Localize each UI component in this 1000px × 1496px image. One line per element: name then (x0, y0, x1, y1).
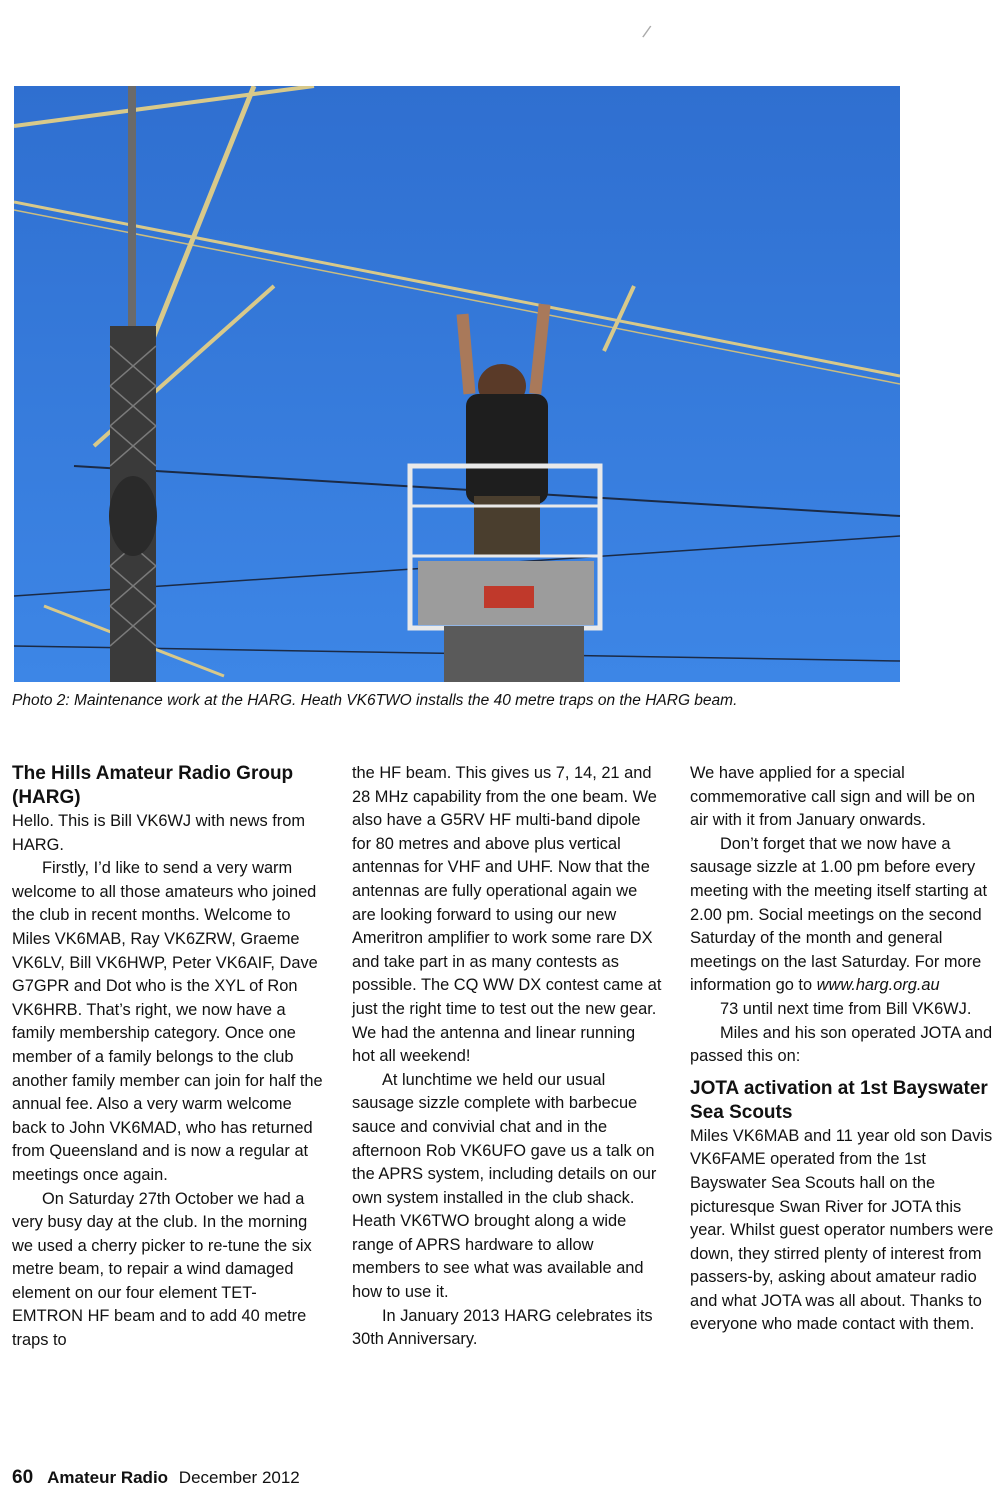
paragraph: Hello. This is Bill VK6WJ with news from HARG. (12, 812, 305, 854)
column-2 (352, 762, 662, 1352)
paragraph: Miles and his son operated JOTA and passed this on: (690, 1023, 993, 1066)
column-1 (12, 762, 324, 1353)
column-3 (690, 762, 995, 1337)
antenna-photo (14, 86, 900, 682)
paragraph: We have applied for a special commemorative call sign and will be on air with it from January onwards. (690, 764, 976, 830)
article-heading: The Hills Amateur Radio Group (HARG) (12, 763, 294, 808)
paragraph (690, 833, 995, 998)
paragraph: Miles VK6MAB and 11 year old son Davis VK6FAME operated from the 1st Bayswater Sea Scouts hall on the picturesque Swan River for JOTA this year. Whilst guest operator numbers were down, they stirred plenty of interest from passers-by, asking about amateur radio and what JOTA was all about. Thanks to everyone who made contact with them. (690, 1126, 994, 1334)
paragraph-text: Don’t forget that we now have a sausage sizzle at 1.00 pm before every meeting with the meeting itself starting at 2.00 pm. Social meetings on the second Saturday of the month and general meetings on the last Saturday. For more information go to (690, 834, 988, 995)
pen-mark: / (640, 21, 653, 43)
paragraph: On Saturday 27th October we had a very busy day at the club. In the morning we used a cherry picker to re-tune the six metre beam, to repair a wind damaged element on our four element TET-EMTRON HF beam and to add 40 metre traps to (12, 1189, 312, 1350)
jota-heading: JOTA activation at 1st Bayswater Sea Scouts (690, 1077, 988, 1123)
paragraph: 73 until next time from Bill VK6WJ. (720, 999, 972, 1018)
photo-caption: Photo 2: Maintenance work at the HARG. Heath VK6TWO installs the 40 metre traps on the HARG beam. (12, 692, 738, 709)
paragraph: the HF beam. This gives us 7, 14, 21 and 28 MHz capability from the one beam. We also have a G5RV HF multi-band dipole for 80 metres and above plus vertical antennas for VHF and UHF. Now that the antennas are fully operational again we are looking forward to using our new Ameritron amplifier to work some rare DX and take part in as many contests as possible. The CQ WW DX contest came at just the right time to test out the new gear. We had the antenna and linear running hot all weekend! (352, 764, 662, 1066)
paragraph: Firstly, I’d like to send a very warm welcome to all those amateurs who joined the club in recent months. Welcome to Miles VK6MAB, Ray VK6ZRW, Graeme VK6LV, Bill VK6HWP, Peter VK6AIF, Dave G7GPR and Dot who is the XYL of Ron VK6HRB. That’s right, we now have a family membership category. Once one member of a family belongs to the club another family member can join for half the annual fee. Also a very warm welcome back to John VK6MAD, who has returned from Queensland and is now a regular at meetings once again. (12, 859, 323, 1184)
page-footer (12, 1466, 300, 1490)
paragraph: In January 2013 HARG celebrates its 30th Anniversary. (352, 1306, 653, 1349)
website-link[interactable]: www.harg.org.au (816, 976, 940, 995)
page-number: 60 (12, 1467, 34, 1488)
issue-date: December 2012 (178, 1468, 300, 1487)
paragraph: At lunchtime we held our usual sausage sizzle complete with barbecue sauce and convivial chat and in the afternoon Rob VK6UFO gave us a talk on the APRS system, including details on our own system installed in the club shack. Heath VK6TWO brought along a wide range of APRS hardware to allow members to see what was available and how to use it. (352, 1070, 657, 1302)
magazine-name: Amateur Radio (47, 1468, 169, 1487)
